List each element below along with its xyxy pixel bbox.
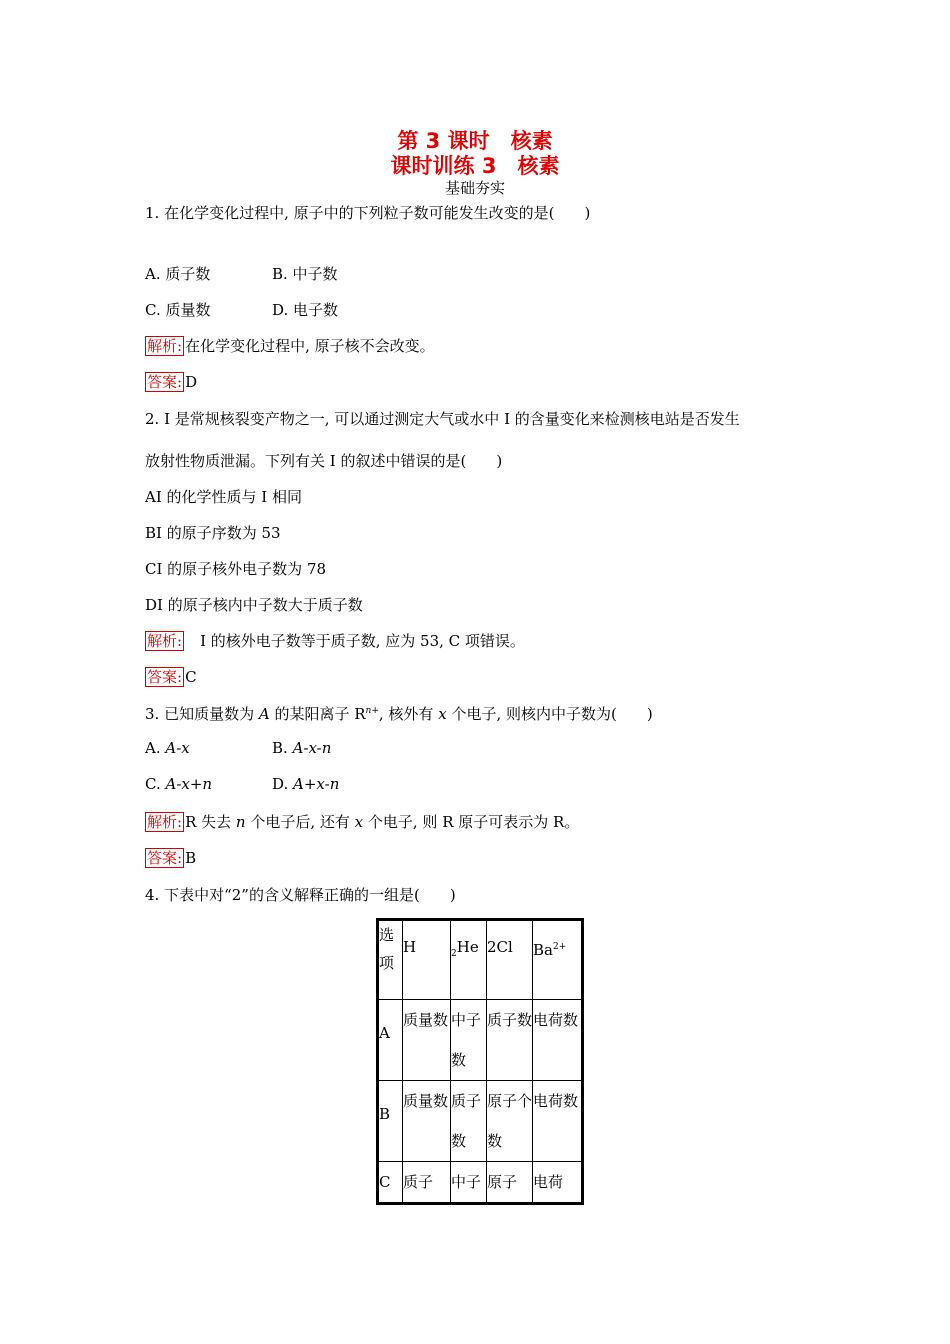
table-cell: 质子数 (487, 1000, 533, 1081)
var-n: n (235, 813, 246, 831)
option-label: A. (145, 739, 166, 757)
analysis-text: R 失去 (185, 813, 236, 831)
charge-superscript: n+ (365, 706, 379, 716)
table-header-row (378, 920, 583, 1000)
table-row (378, 1081, 583, 1162)
var-a: A (258, 705, 270, 723)
analysis-text: 个电子, 则 R 原子可表示为 R。 (363, 813, 580, 831)
q3-option-c (145, 775, 212, 793)
q1-option-d: D. 电子数 (272, 301, 339, 319)
he-subscript: 2 (451, 949, 457, 959)
option-label: D. (272, 775, 294, 793)
q2-analysis (145, 630, 525, 651)
option-expr: A-x (165, 739, 190, 757)
answer-tag: 答案: (147, 373, 183, 391)
lesson-title: 第 3 课时 核素 (397, 129, 553, 153)
q2-stem-line1: 2. I 是常规核裂变产物之一, 可以通过测定大气或水中 I 的含量变化来检测核电站是否发生 (145, 410, 740, 428)
exercise-title: 课时训练 3 核素 (390, 154, 560, 178)
var-x: x (354, 813, 364, 831)
q2-option-a: AI 的化学性质与 I 相同 (145, 488, 302, 506)
answer-text: C (185, 668, 197, 686)
table-cell: A (378, 1000, 403, 1081)
table-cell: 质量数 (403, 1000, 451, 1081)
table-header-cell (451, 920, 487, 1000)
q1-analysis (145, 335, 435, 356)
table-cell: 质子数 (451, 1081, 487, 1162)
stem-text: 3. 已知质量数为 (145, 705, 259, 723)
q1-option-c: C. 质量数 (145, 301, 211, 319)
q1-stem: 1. 在化学变化过程中, 原子中的下列粒子数可能发生改变的是( ) (145, 204, 591, 222)
table-header-cell (533, 920, 583, 1000)
table-cell: 电荷数 (533, 1081, 583, 1162)
table-cell: 电荷数 (533, 1000, 583, 1081)
q1-option-a: A. 质子数 (145, 265, 211, 283)
q3-answer (145, 847, 196, 868)
ba-label: Ba (533, 941, 553, 959)
analysis-text: I 的核外电子数等于质子数, 应为 53, C 项错误。 (185, 632, 525, 650)
table-cell: 中子 (451, 1162, 487, 1204)
q3-analysis (145, 811, 579, 832)
analysis-tag: 解析: (147, 337, 183, 355)
table-header-cell: 选项 (378, 920, 403, 1000)
q2-stem-line2: 放射性物质泄漏。下列有关 I 的叙述中错误的是( ) (145, 452, 503, 470)
q3-stem (145, 703, 653, 724)
ba-superscript: 2+ (552, 942, 567, 952)
table-cell: 质子 (403, 1162, 451, 1204)
q3-option-d (272, 775, 339, 793)
analysis-text: 个电子后, 还有 (245, 813, 355, 831)
table-cell: 质量数 (403, 1081, 451, 1162)
q1-option-b: B. 中子数 (272, 265, 338, 283)
q3-option-b (272, 739, 331, 757)
answer-tag: 答案: (147, 849, 183, 867)
answer-tag: 答案: (147, 668, 183, 686)
analysis-tag: 解析: (147, 632, 183, 650)
option-expr: A-x-n (292, 739, 332, 757)
table-cell: B (378, 1081, 403, 1162)
analysis-text: 在化学变化过程中, 原子核不会改变。 (185, 337, 435, 355)
option-label: C. (145, 775, 166, 793)
table-cell: 电荷 (533, 1162, 583, 1204)
table-cell: C (378, 1162, 403, 1204)
option-expr: A-x+n (165, 775, 213, 793)
q2-answer (145, 666, 197, 687)
section-heading: 基础夯实 (444, 179, 505, 197)
q1-answer (145, 371, 197, 392)
q4-options-table (376, 918, 584, 1205)
q2-option-c: CI 的原子核外电子数为 78 (145, 560, 327, 578)
table-header-cell: H (403, 920, 451, 1000)
option-expr: A+x-n (293, 775, 340, 793)
stem-text: 的某阳离子 R (269, 705, 366, 723)
table-cell: 原子个数 (487, 1081, 533, 1162)
he-label: He (456, 938, 479, 956)
q4-stem: 4. 下表中对“2”的含义解释正确的一组是( ) (145, 886, 456, 904)
option-label: B. (272, 739, 293, 757)
table-cell: 原子 (487, 1162, 533, 1204)
var-x: x (438, 705, 447, 723)
answer-text: D (185, 373, 198, 391)
stem-text: , 核外有 (378, 705, 439, 723)
answer-text: B (185, 849, 197, 867)
table-cell: 中子数 (451, 1000, 487, 1081)
table-header-cell: 2Cl (487, 920, 533, 1000)
q2-option-b: BI 的原子序数为 53 (145, 524, 281, 542)
q3-option-a (145, 739, 190, 757)
q2-option-d: DI 的原子核内中子数大于质子数 (145, 596, 363, 614)
stem-text: 个电子, 则核内中子数为( ) (446, 705, 653, 723)
table-row (378, 1000, 583, 1081)
analysis-tag: 解析: (147, 813, 183, 831)
table-row (378, 1162, 583, 1204)
